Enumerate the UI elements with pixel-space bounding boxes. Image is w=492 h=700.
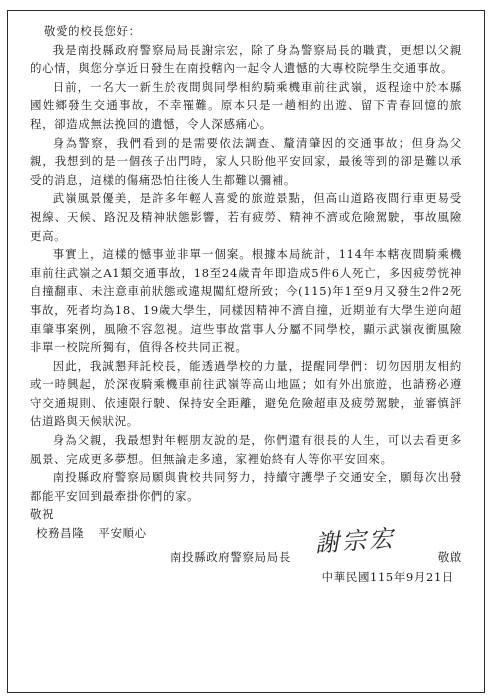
respect-closing: 敬啟 — [437, 550, 462, 565]
wishes — [36, 524, 147, 543]
wish-2: 平安順心 — [98, 526, 147, 541]
date-row — [30, 566, 462, 586]
paragraph-5: 事實上，這樣的憾事並非單一個案。根據本局統計，114年本轄夜間騎乘機車前往武嶺之A1類交通事故，18至24歲青年即造成5件6人死亡，多因疲勞恍神自撞翻車、未注意車前狀態或違規闖紅燈所致；今(115)年1至9月又發生2件2死事故，死者均為18、19歲大學生，同樣因精神不濟自撞，近期並有大學生逆向超車肇事案例，風險不容忽視。這些事故當事人分屬不同學校，顯示武嶺夜衝風險非單一校院所獨有，值得各校共同正視。 — [30, 247, 462, 355]
paragraph-6: 因此，我誠懇拜託校長，能透過學校的力量，提醒同學們：切勿因朋友相約或一時興起，於深夜騎乘機車前往武嶺等高山地區；如有外出旅遊，也請務必遵守交通規則、依速限行駛、保持安全距離，避免危險超車及疲勞駕駛，並審慎評估道路與天候狀況。 — [30, 358, 462, 429]
paragraph-7: 身為父親，我最想對年輕朋友說的是，你們還有很長的人生，可以去看更多風景、完成更多夢想。但無論走多遠，家裡始終有人等你平安回來。 — [30, 433, 462, 466]
letter-date: 中華民國115年9月21日 — [321, 570, 454, 585]
paragraph-1: 我是南投縣政府警察局局長謝宗宏，除了身為警察局長的職責，更想以父親的心情，與您分享近日發生在南投轄內一起令人遺憾的大專校院學生交通事故。 — [30, 42, 462, 76]
closing: 敬祝 — [30, 507, 55, 522]
handwritten-signature: 謝宗宏 — [314, 524, 397, 558]
paragraph-4: 武嶺風景優美，是許多年輕人喜愛的旅遊景點，但高山道路夜間行車更易受視線、天候、路況及精神狀態影響，若有疲勞、精神不濟或危險駕駛，事故風險更高。 — [30, 191, 462, 243]
sender-title: 南投縣政府警察局局長 — [170, 550, 291, 565]
paragraph-2: 日前，一名大一新生於夜間與同學相約騎乘機車前往武嶺，返程途中於本縣國姓鄉發生交通事故，不幸罹難。原本只是一趟相約出遊、留下青春回憶的旅程，卻造成無法挽回的遺憾，令人深感痛心。 — [30, 79, 462, 131]
salutation: 敬愛的校長您好： — [44, 24, 141, 38]
letter-body — [30, 22, 462, 586]
paragraph-3: 身為警察，我們看到的是需要依法調查、釐清肇因的交通事故；但身為父親，我想到的是一個孩子出門時，家人只盼他平安回家，最後等到的卻是難以承受的消息，這樣的傷痛恐怕往後人生都難以彌補。 — [30, 135, 462, 187]
wishes-row — [30, 524, 462, 544]
paragraph-8: 南投縣政府警察局願與貴校共同努力，持續守護學子交通安全，願每次出發都能平安回到最牽掛你們的家。 — [30, 470, 462, 503]
wish-1: 校務昌隆 — [36, 526, 85, 541]
